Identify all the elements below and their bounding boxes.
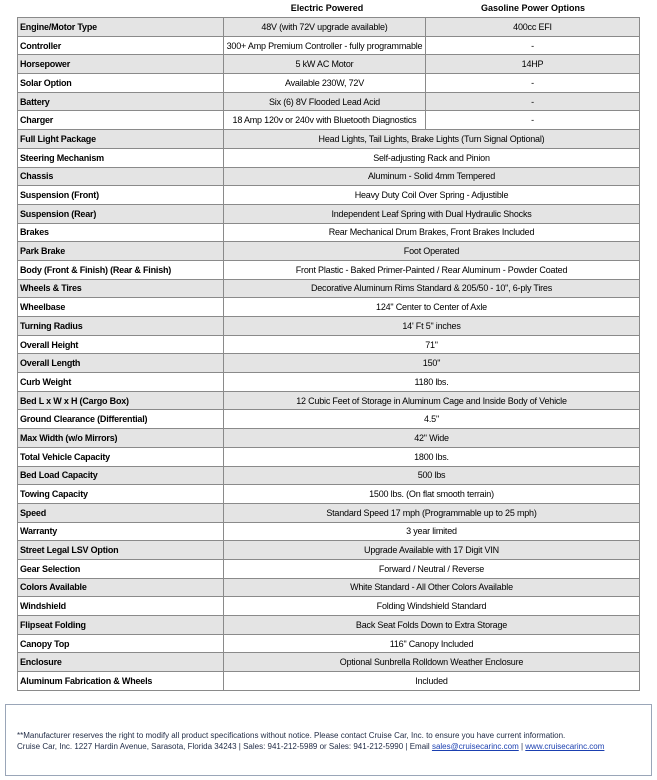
table-row	[18, 317, 640, 336]
spec-label: Enclosure	[18, 653, 224, 672]
table-row	[18, 335, 640, 354]
table-row	[18, 653, 640, 672]
table-row	[18, 522, 640, 541]
spec-label: Chassis	[18, 167, 224, 186]
spec-value: 12 Cubic Feet of Storage in Aluminum Cage and Inside Body of Vehicle	[224, 391, 640, 410]
spec-value-electric: 300+ Amp Premium Controller - fully programmable	[224, 36, 426, 55]
table-row	[18, 429, 640, 448]
table-row	[18, 559, 640, 578]
spec-value-gasoline: -	[426, 74, 640, 93]
spec-label: Suspension (Rear)	[18, 204, 224, 223]
table-row	[18, 354, 640, 373]
footer	[17, 730, 642, 752]
spec-value: 1180 lbs.	[224, 373, 640, 392]
table-row	[18, 242, 640, 261]
spec-value: 500 lbs	[224, 466, 640, 485]
table-row	[18, 298, 640, 317]
column-headers	[18, 3, 639, 17]
spec-value-electric: 48V (with 72V upgrade available)	[224, 18, 426, 37]
table-row	[18, 485, 640, 504]
spec-label: Bed L x W x H (Cargo Box)	[18, 391, 224, 410]
spec-table	[17, 17, 640, 691]
spec-label: Controller	[18, 36, 224, 55]
spec-value: 71"	[224, 335, 640, 354]
spec-value-gasoline: -	[426, 92, 640, 111]
table-row	[18, 578, 640, 597]
spec-label: Wheelbase	[18, 298, 224, 317]
spec-value: Aluminum - Solid 4mm Tempered	[224, 167, 640, 186]
spec-label: Canopy Top	[18, 634, 224, 653]
spec-value: Self-adjusting Rack and Pinion	[224, 148, 640, 167]
table-row	[18, 447, 640, 466]
spec-value: 1500 lbs. (On flat smooth terrain)	[224, 485, 640, 504]
spec-label: Gear Selection	[18, 559, 224, 578]
table-row	[18, 223, 640, 242]
header-electric: Electric Powered	[290, 3, 364, 13]
spec-value: 14' Ft 5" inches	[224, 317, 640, 336]
spec-label: Suspension (Front)	[18, 186, 224, 205]
spec-label: Curb Weight	[18, 373, 224, 392]
spec-value: 1800 lbs.	[224, 447, 640, 466]
spec-value: 116" Canopy Included	[224, 634, 640, 653]
spec-value-gasoline: -	[426, 111, 640, 130]
website-link[interactable]: www.cruisecarinc.com	[525, 742, 605, 751]
footer-separator: |	[518, 742, 526, 751]
spec-label: Solar Option	[18, 74, 224, 93]
spec-value: Upgrade Available with 17 Digit VIN	[224, 541, 640, 560]
spec-value-electric: 18 Amp 120v or 240v with Bluetooth Diagnostics	[224, 111, 426, 130]
spec-label: Max Width (w/o Mirrors)	[18, 429, 224, 448]
spec-value-gasoline: 14HP	[426, 55, 640, 74]
spec-label: Bed Load Capacity	[18, 466, 224, 485]
spec-value-electric: Available 230W, 72V	[224, 74, 426, 93]
table-row	[18, 503, 640, 522]
spec-value: 124" Center to Center of Axle	[224, 298, 640, 317]
spec-table-body	[18, 18, 640, 691]
disclaimer-text: **Manufacturer reserves the right to modify all product specifications without notice. Please contact Cruise Car, Inc. to ensure you have current information.	[17, 731, 566, 740]
spec-value: Decorative Aluminum Rims Standard & 205/50 - 10", 6-ply Tires	[224, 279, 640, 298]
table-row	[18, 167, 640, 186]
spec-value: Front Plastic - Baked Primer-Painted / Rear Aluminum - Powder Coated	[224, 260, 640, 279]
spec-label: Turning Radius	[18, 317, 224, 336]
table-row	[18, 204, 640, 223]
table-row	[18, 410, 640, 429]
spec-value-electric: 5 kW AC Motor	[224, 55, 426, 74]
spec-label: Body (Front & Finish) (Rear & Finish)	[18, 260, 224, 279]
spec-label: Wheels & Tires	[18, 279, 224, 298]
spec-label: Brakes	[18, 223, 224, 242]
table-row	[18, 92, 640, 111]
spec-value: Back Seat Folds Down to Extra Storage	[224, 616, 640, 635]
spec-label: Colors Available	[18, 578, 224, 597]
spec-value-electric: Six (6) 8V Flooded Lead Acid	[224, 92, 426, 111]
table-row	[18, 18, 640, 37]
spec-label: Horsepower	[18, 55, 224, 74]
header-gasoline: Gasoline Power Options	[480, 3, 586, 13]
spec-label: Steering Mechanism	[18, 148, 224, 167]
table-row	[18, 55, 640, 74]
spec-value: 3 year limited	[224, 522, 640, 541]
spec-label: Windshield	[18, 597, 224, 616]
spec-value: 42" Wide	[224, 429, 640, 448]
table-row	[18, 466, 640, 485]
spec-value: 150"	[224, 354, 640, 373]
table-row	[18, 186, 640, 205]
spec-value-gasoline: -	[426, 36, 640, 55]
spec-value: Standard Speed 17 mph (Programmable up to 25 mph)	[224, 503, 640, 522]
table-row	[18, 391, 640, 410]
spec-value: 4.5"	[224, 410, 640, 429]
spec-value: Rear Mechanical Drum Brakes, Front Brakes Included	[224, 223, 640, 242]
spec-value-gasoline: 400cc EFI	[426, 18, 640, 37]
spec-label: Towing Capacity	[18, 485, 224, 504]
table-row	[18, 36, 640, 55]
spec-value: Optional Sunbrella Rolldown Weather Enclosure	[224, 653, 640, 672]
spec-value: Forward / Neutral / Reverse	[224, 559, 640, 578]
spec-label: Park Brake	[18, 242, 224, 261]
spec-value: Included	[224, 672, 640, 691]
spec-label: Total Vehicle Capacity	[18, 447, 224, 466]
spec-label: Overall Length	[18, 354, 224, 373]
spec-value: Foot Operated	[224, 242, 640, 261]
spec-label: Warranty	[18, 522, 224, 541]
contact-text: Cruise Car, Inc. 1227 Hardin Avenue, Sarasota, Florida 34243 | Sales: 941-212-5989 or Sales: 941-212-5990 | Email	[17, 742, 432, 751]
spec-label: Ground Clearance (Differential)	[18, 410, 224, 429]
table-row	[18, 148, 640, 167]
table-row	[18, 634, 640, 653]
contact-line	[17, 741, 642, 752]
table-row	[18, 130, 640, 149]
spec-label: Engine/Motor Type	[18, 18, 224, 37]
spec-label: Speed	[18, 503, 224, 522]
spec-value: Folding Windshield Standard	[224, 597, 640, 616]
spec-label: Full Light Package	[18, 130, 224, 149]
table-row	[18, 616, 640, 635]
spec-label: Overall Height	[18, 335, 224, 354]
spec-value: White Standard - All Other Colors Available	[224, 578, 640, 597]
table-row	[18, 260, 640, 279]
table-row	[18, 373, 640, 392]
table-row	[18, 597, 640, 616]
table-row	[18, 672, 640, 691]
spec-label: Aluminum Fabrication & Wheels	[18, 672, 224, 691]
spec-value: Independent Leaf Spring with Dual Hydraulic Shocks	[224, 204, 640, 223]
spec-value: Heavy Duty Coil Over Spring - Adjustible	[224, 186, 640, 205]
spec-label: Street Legal LSV Option	[18, 541, 224, 560]
spec-value: Head Lights, Tail Lights, Brake Lights (Turn Signal Optional)	[224, 130, 640, 149]
spec-label: Charger	[18, 111, 224, 130]
table-row	[18, 279, 640, 298]
table-row	[18, 541, 640, 560]
spec-label: Battery	[18, 92, 224, 111]
email-link[interactable]: sales@cruisecarinc.com	[431, 742, 519, 751]
spec-label: Flipseat Folding	[18, 616, 224, 635]
table-row	[18, 74, 640, 93]
table-row	[18, 111, 640, 130]
